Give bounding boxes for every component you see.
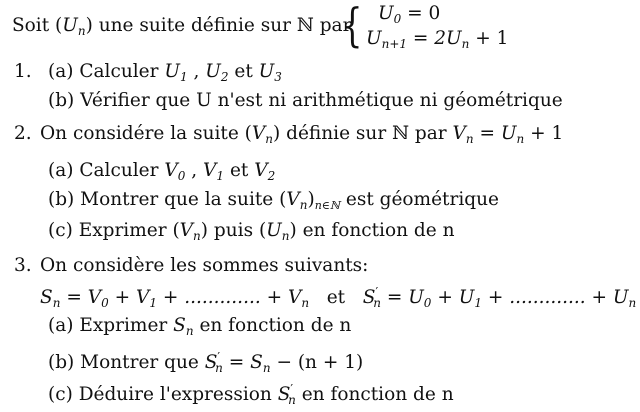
q2-intro-set: ℕ — [392, 123, 409, 144]
q2-c-u: U — [266, 220, 282, 241]
q3-b — [48, 345, 363, 380]
q2-c-puis: puis — [213, 220, 254, 241]
eq2-lhs: U — [366, 28, 382, 49]
q2-number: 2. — [14, 123, 32, 144]
q2-intro-v-sub: n — [265, 132, 274, 146]
q2-a-comma: , — [191, 160, 198, 181]
q3-c-sp-prime: ′ — [290, 382, 294, 396]
q3-b-label: (b) — [48, 352, 75, 373]
eq1-rhs: = 0 — [407, 3, 441, 24]
q3-s-plus1: + V — [114, 287, 150, 308]
q3-c-text: Déduire l'expression — [78, 384, 272, 405]
eq1-lhs: U — [378, 3, 394, 24]
q3-s-eq: = V — [66, 287, 102, 308]
q2-a-v1-sub: 1 — [216, 169, 225, 183]
q3-b-s-sub: n — [262, 361, 271, 375]
intro-seq-sub: n — [77, 24, 86, 38]
q3-b-sp-prime: ′ — [217, 350, 221, 364]
q3-sp-plus1: + U — [437, 287, 475, 308]
q3-s-dots: + ............. + V — [162, 287, 302, 308]
q1-a-u1: U — [164, 61, 180, 82]
q1-b — [48, 89, 563, 113]
q2-c: (c) Exprimer $(V_n)$ puis $(U_n)$ en fonction de n — [48, 220, 455, 243]
system-eq2 — [366, 28, 508, 55]
q2-c-label: (c) — [48, 220, 73, 241]
q2-intro-par: par — [414, 123, 447, 144]
q2-a-v0: V — [164, 160, 178, 181]
q3-a-label: (a) — [48, 315, 74, 336]
eq2-mid: = 2U — [412, 28, 462, 49]
eq2-sub2: n — [461, 37, 470, 51]
q1-a-text: Calculer — [79, 61, 159, 82]
q2-a-label: (a) — [48, 160, 74, 181]
q2-a-v2: V — [254, 160, 268, 181]
q3-b-text: Montrer que — [80, 352, 199, 373]
q2-eq-v: V — [452, 123, 466, 144]
q2-a-v2-sub: 2 — [267, 169, 276, 183]
q2-b-v: V — [286, 189, 300, 210]
q2-b: (b) Montrer que la suite $(V_n)_{n\in ℕ}$ est géométrique — [48, 189, 499, 212]
q2-b-index: n∈ℕ — [314, 199, 340, 212]
q2-c-text2: en fonction de n — [302, 220, 455, 241]
q2-c-v: V — [179, 220, 194, 241]
q1-a-u3-sub: 3 — [274, 70, 282, 84]
q3-s-v1-sub: 1 — [149, 296, 157, 310]
q1-a-u2: U — [205, 61, 221, 82]
q1-b-label: (b) — [48, 90, 75, 111]
intro-text: une suite définie sur — [98, 15, 292, 36]
intro-seq: U — [62, 15, 78, 36]
eq2-sub: n+1 — [381, 37, 408, 51]
q3-b-sp: S — [204, 352, 218, 373]
q3-sp-prime: ′ — [375, 285, 379, 299]
intro-set: ℕ — [296, 15, 314, 36]
intro-lead: Soit — [12, 15, 50, 36]
q3-s: S — [40, 287, 53, 308]
q2-eq-eq: = — [479, 123, 495, 144]
q3-c-label: (c) — [48, 384, 73, 405]
q1-b-text: Vérifier que U n'est ni arithmétique ni géométrique — [80, 90, 563, 111]
q3-c-sp-sub: n — [288, 393, 296, 407]
q2-eq-plus: + 1 — [530, 123, 564, 144]
q3-b-eq: = S — [228, 352, 263, 373]
q3-sp: S — [362, 287, 376, 308]
q2-b-text2: est géométrique — [345, 189, 499, 210]
q2-b-v-sub: n — [299, 198, 308, 212]
q3-a — [48, 314, 351, 343]
q2-c-u-sub: n — [281, 229, 290, 243]
q3-sp-sub: n — [373, 296, 381, 310]
system-brace: { — [342, 0, 363, 52]
q3-c — [48, 377, 454, 412]
q2-a-text: Calculer — [79, 160, 159, 181]
q2-eq-u: U — [500, 123, 517, 144]
q3-sp-dots: + ............. + U — [487, 287, 629, 308]
q3-a-s-sub: n — [185, 324, 194, 338]
q3-s-v0-sub: 0 — [101, 296, 109, 310]
q3-b-sp-sub: n — [215, 361, 223, 375]
eq1-sub: 0 — [393, 12, 402, 26]
q2-intro-text: On considére la suite — [40, 123, 239, 144]
q2-a-et: et — [229, 160, 249, 181]
q2-b-label: (b) — [48, 189, 75, 210]
q3-number: 3. — [14, 255, 32, 276]
q2-a-v1: V — [203, 160, 217, 181]
q1-a-u1-sub: 1 — [179, 70, 188, 84]
q2-intro-text2: définie sur — [286, 123, 387, 144]
system-eq1 — [378, 3, 440, 30]
q3-sp-eq: = U — [386, 287, 424, 308]
q1-a — [48, 60, 282, 89]
q3-sp-u0-sub: 0 — [423, 296, 432, 310]
q3-sums — [40, 280, 636, 315]
q2-c-text: Exprimer — [78, 220, 167, 241]
q2-eq-v-sub: n — [465, 132, 474, 146]
q3-intro — [40, 254, 368, 278]
q2-intro-v: V — [251, 123, 266, 144]
q3-intro-text: On considère les sommes suivants: — [40, 255, 369, 276]
q1-a-et: et — [234, 61, 253, 82]
q2-a-v0-sub: 0 — [177, 169, 186, 183]
q3-c-sp: S — [277, 384, 291, 405]
eq2-rhs: + 1 — [475, 28, 509, 49]
intro-par: par — [319, 15, 352, 36]
q1-a-u2-sub: 2 — [220, 70, 229, 84]
q1-number: 1. — [14, 61, 32, 82]
q1-a-comma: , — [193, 61, 200, 82]
q1-a-u3: U — [258, 61, 275, 82]
intro-line: Soit $(U_n)$ une suite définie sur ℕ par — [12, 15, 352, 38]
q3-a-text: Exprimer — [79, 315, 168, 336]
q2-a — [48, 159, 275, 188]
q2-b-text: Montrer que la suite — [80, 189, 274, 210]
q2-c-v-sub: n — [193, 229, 201, 243]
q2-eq-u-sub: n — [516, 132, 525, 146]
q3-sp-un-sub: n — [628, 296, 637, 310]
q3-sp-u1-sub: 1 — [474, 296, 482, 310]
q3-s-sub: n — [52, 296, 61, 310]
q3-a-s: S — [173, 315, 186, 336]
q2-intro: On considére la suite $(V_n)$ définie sur ℕ par $V_n = U_n + 1$ — [40, 123, 564, 146]
q1-a-label: (a) — [48, 61, 74, 82]
q3-et: et — [326, 287, 346, 308]
q3-c-text2: en fonction de n — [301, 384, 454, 405]
q3-a-text2: en fonction de n — [199, 315, 352, 336]
q3-s-vn-sub: n — [301, 296, 310, 310]
q3-b-rest: − (n + 1) — [276, 352, 364, 373]
